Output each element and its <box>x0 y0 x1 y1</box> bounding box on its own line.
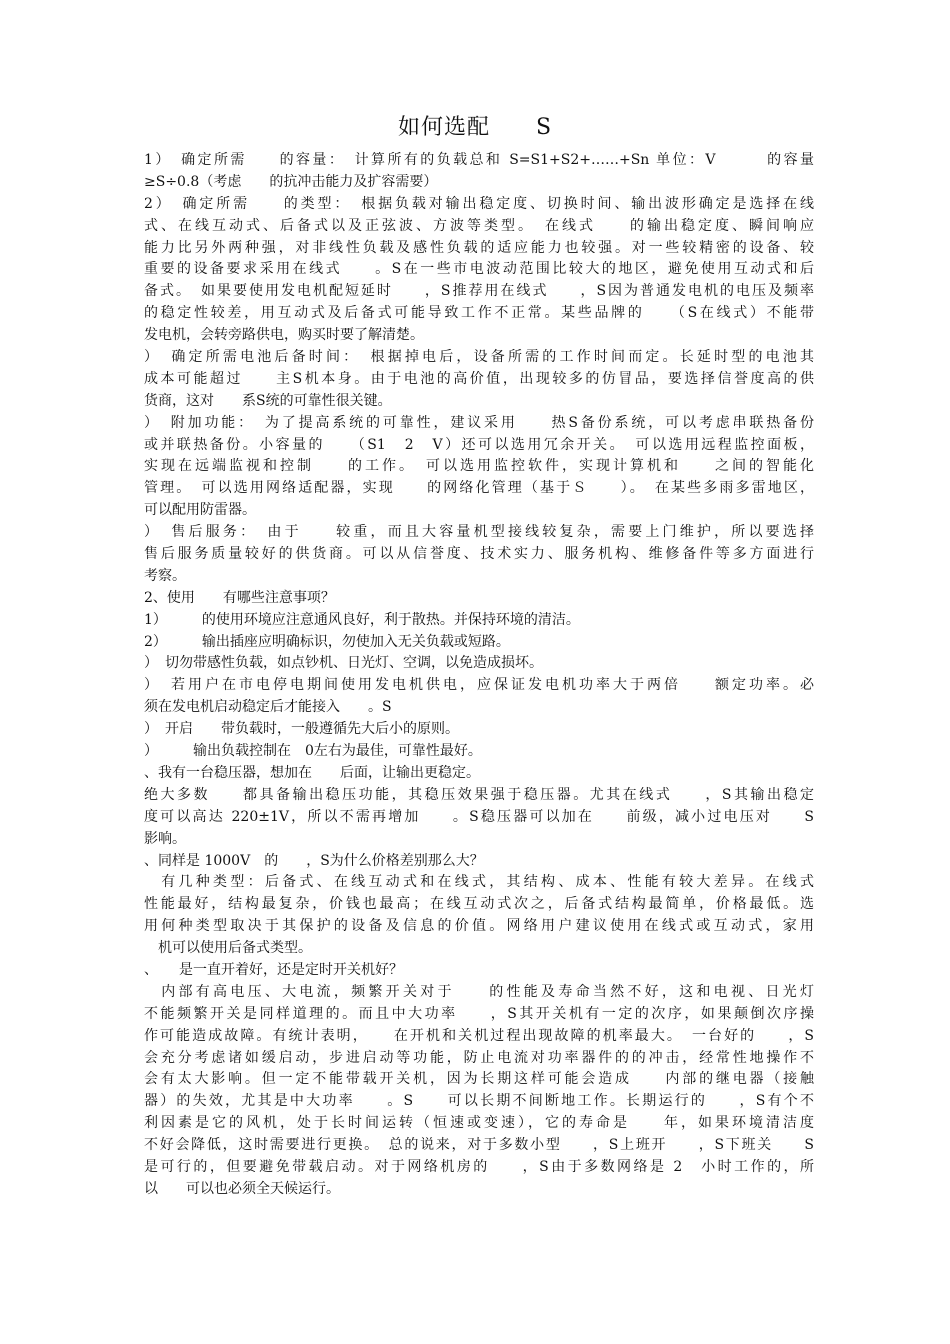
text-line: 售后服务质量较好的供货商。可以从信誉度、技术实力、服务机构、维修备件等多方面进行 <box>144 546 814 563</box>
text-line: 2） 输出插座应明确标识，勿使加入无关负载或短路。 <box>144 633 510 650</box>
text-line: 备式。 如果要使用发电机配短延时 ，S推荐用在线式 ，S因为普通发电机的电压及频率 <box>144 283 814 300</box>
text-line: 绝大多数 都具备输出稳压功能，其稳压效果强于稳压器。尤其在线式 ，S其输出稳定 <box>144 786 814 803</box>
text-line: 、 是一直开着好，还是定时开关机好？ <box>144 961 403 978</box>
text-line: 能力比另外两种强，对非线性负载及感性负载的适应能力也较强。对一些较精密的设备、较 <box>144 239 814 256</box>
text-line: ） 切勿带感性负载，如点钞机、日光灯、空调，以免造成损坏。 <box>144 655 543 672</box>
text-line: 考察。 <box>144 567 186 584</box>
text-line: 作可能造成故障。有统计表明， 在开机和关机过程出现故障的机率最大。 一台好的 ，S <box>144 1027 814 1044</box>
text-line: 2） 确定所需 的类型： 根据负载对输出稳定度、切换时间、输出波形确定是选择在线 <box>144 195 814 212</box>
text-line: 的稳定性较差，用互动式及后备式可能导致工作不正常。某些品牌的 （S在线式）不能带 <box>144 305 814 322</box>
text-line: 利因素是它的风机，处于长时间运转（恒速或变速），它的寿命是 年，如果环境清洁度 <box>144 1115 814 1132</box>
text-line: 1） 的使用环境应注意通风良好，利于散热。并保持环境的清洁。 <box>144 611 580 628</box>
text-line: 用何种类型取决于其保护的设备及信息的价值。网络用户建议使用在线式或互动式，家用 <box>144 918 814 935</box>
text-line: 2、使用 有哪些注意事项？ <box>144 589 335 606</box>
text-line: 是可行的，但要避免带载启动。对于网络机房的 ，S由于多数网络是 2 小时工作的，所 <box>144 1158 814 1175</box>
text-line: ） 若用户在市电停电期间使用发电机供电，应保证发电机功率大于两倍 额定功率。必 <box>144 677 814 694</box>
text-line: 、我有一台稳压器，想加在 后面，让输出更稳定。 <box>144 764 480 781</box>
text-line: 式、在线互动式、后备式以及正弦波、方波等类型。 在线式 的输出稳定度、瞬间响应 <box>144 217 814 234</box>
text-line: 以 可以也必须全天候运行。 <box>144 1180 340 1197</box>
text-line: 有几种类型：后备式、在线互动式和在线式，其结构、成本、性能有较大差异。在线式 <box>144 874 814 891</box>
text-line: ） 输出负载控制在 0左右为最佳，可靠性最好。 <box>144 743 482 760</box>
text-line: 不好会降低，这时需要进行更换。 总的说来，对于多数小型 ，S上班开 ，S下班关 S <box>144 1137 814 1154</box>
text-line: 发电机，会转旁路供电，购买时要了解清楚。 <box>144 327 424 344</box>
text-line: 度可以高达 220±1V，所以不需再增加 。S稳压器可以加在 前级，减小过电压对 S <box>144 808 814 825</box>
text-line: ） 售后服务： 由于 较重，而且大容量机型接线较复杂，需要上门维护，所以要选择 <box>144 524 814 541</box>
text-line: 机可以使用后备式类型。 <box>144 940 312 957</box>
text-line: 货商，这对 系S统的可靠性很关键。 <box>144 392 392 409</box>
text-line: 会有太大影响。但一定不能带载开关机，因为长期这样可能会造成 内部的继电器（接触 <box>144 1071 814 1088</box>
text-line: 管理。 可以选用网络适配器，实现 的网络化管理（基于Ｓ ）。 在某些多雨多雷地区， <box>144 480 814 497</box>
text-line: 、同样是 1000V 的 ，S为什么价格差别那么大？ <box>144 852 484 869</box>
text-line: ） 确定所需电池后备时间： 根据掉电后，设备所需的工作时间而定。长延时型的电池其 <box>144 349 814 366</box>
document-body <box>144 150 814 1201</box>
text-line: 重要的设备要求采用在线式 。S在一些市电波动范围比较大的地区，避免使用互动式和后 <box>144 261 814 278</box>
document-title: 如何选配 S <box>397 115 553 140</box>
text-line: 器）的失效，尤其是中大功率 。S 可以长期不间断地工作。长期运行的 ，S有个不 <box>144 1093 814 1110</box>
text-line: ） 附加功能： 为了提高系统的可靠性，建议采用 热S备份系统，可以考虑串联热备份 <box>144 414 814 431</box>
text-line: ） 开启 带负载时，一般遵循先大后小的原则。 <box>144 721 459 738</box>
text-line: 不能频繁开关是同样道理的。而且中大功率 ，S其开关机有一定的次序，如果颠倒次序操 <box>144 1005 814 1022</box>
text-line: 须在发电机启动稳定后才能接入 。S <box>144 699 392 716</box>
text-line: 或并联热备份。小容量的 （S1 2 V）还可以选用冗余开关。 可以选用远程监控面板， <box>144 436 814 453</box>
text-line: 可以配用防雷器。 <box>144 502 256 519</box>
text-line: 内部有高电压、大电流，频繁开关对于 的性能及寿命当然不好，这和电视、日光灯 <box>144 983 814 1000</box>
text-line: 会充分考虑诸如缓启动，步进启动等功能，防止电流对功率器件的的冲击，经常性地操作不 <box>144 1049 814 1066</box>
text-line: ≥S÷0.8（考虑 的抗冲击能力及扩容需要） <box>144 173 438 190</box>
text-line: 成本可能超过 主S机本身。由于电池的高价值，出现较多的仿冒品，要选择信誉度高的供 <box>144 370 814 387</box>
text-line: 性能最好，结构最复杂，价钱也最高；在线互动式次之，后备式结构最简单，价格最低。选 <box>144 896 814 913</box>
text-line: 影响。 <box>144 830 186 847</box>
text-line: 实现在远端监视和控制 的工作。 可以选用监控软件，实现计算机和 之间的智能化 <box>144 458 814 475</box>
text-line: 1） 确定所需 的容量： 计算所有的负载总和 S=S1+S2+……+Sn 单位：V 的容量 <box>144 152 814 168</box>
